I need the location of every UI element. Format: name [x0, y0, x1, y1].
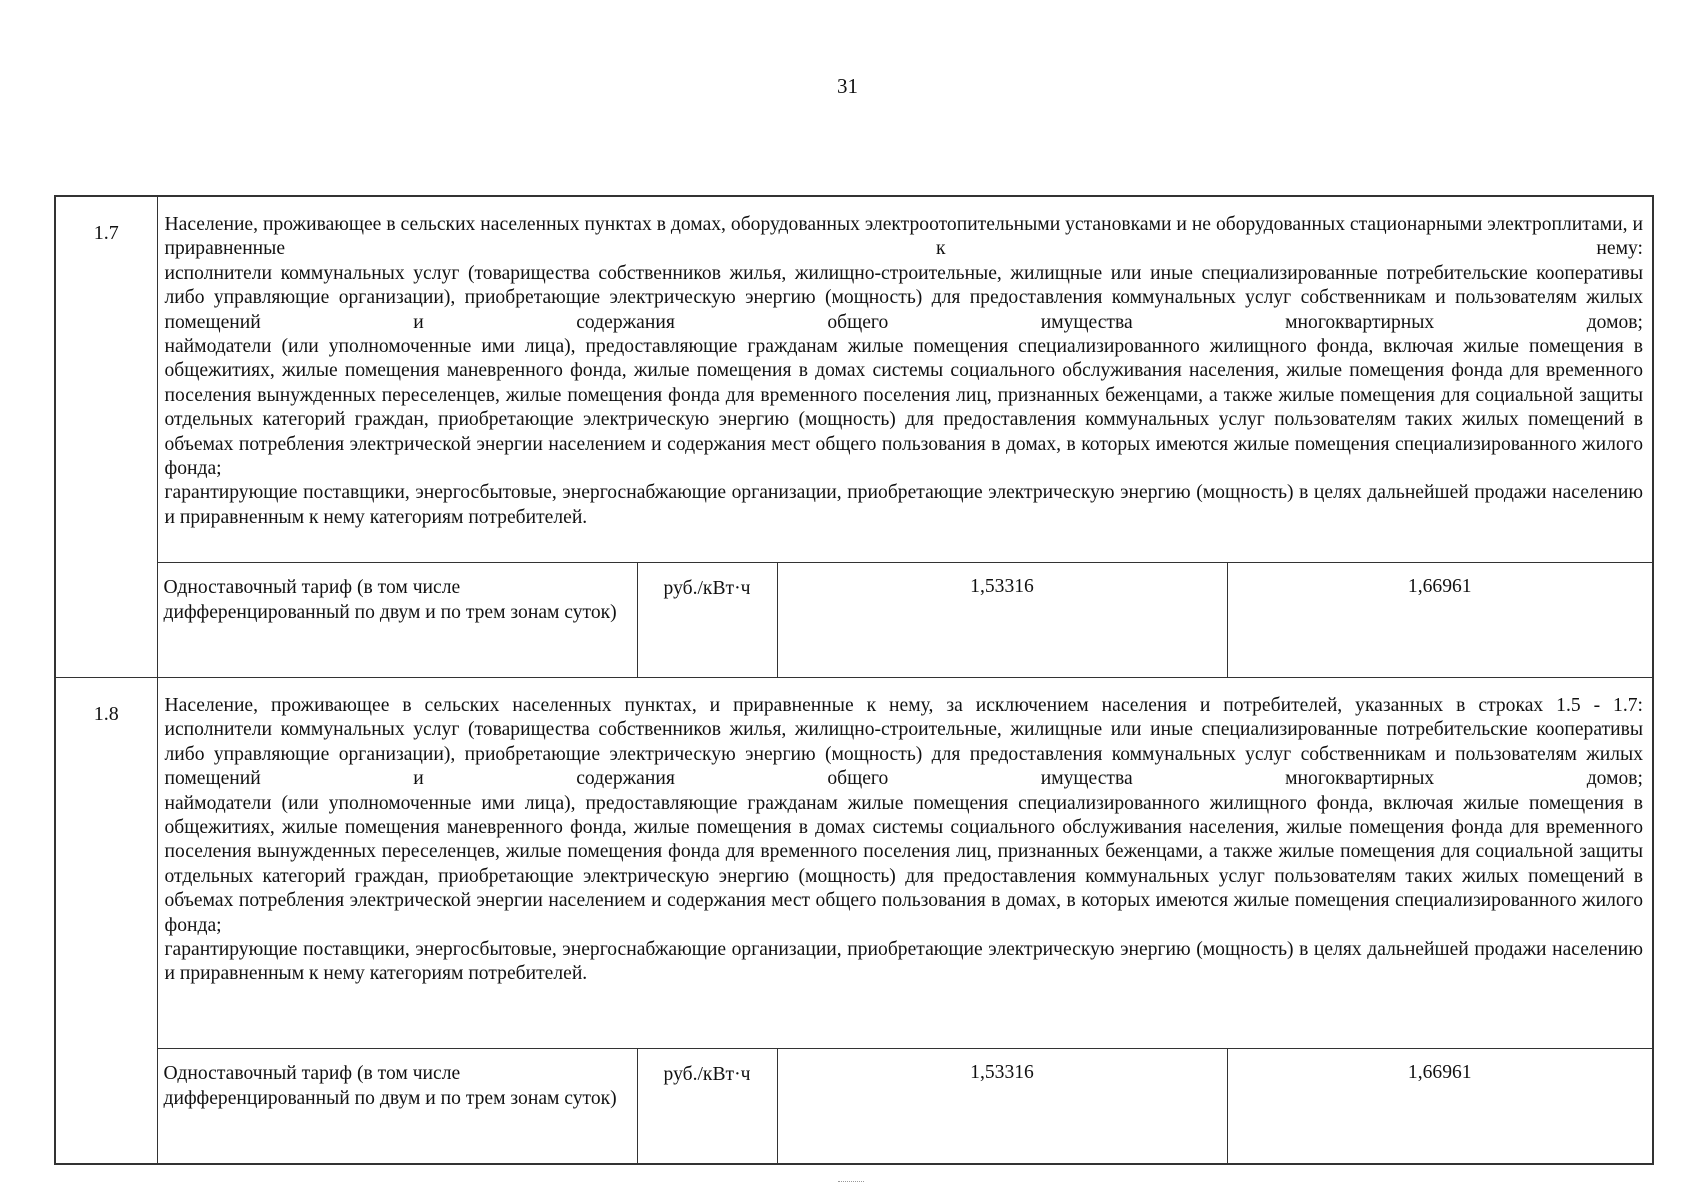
description-paragraph: исполнители коммунальных услуг (товарищества собственников жилья, жилищно-строительные, жилищные или иные специализированные потребительские кооперативы либо управляющие организации), приобретающие электрическую энергию (мощность) для предоставления коммунальных услуг собственникам и пользователям жилых помещений и содержания общего имущества многоквартирных домов; [164, 262, 1643, 333]
table-row [55, 196, 1653, 563]
table-row [55, 1049, 1653, 1165]
description-paragraph: Население, проживающее в сельских населенных пунктах в домах, оборудованных электроотопительными установками и не оборудованных стационарными электроплитами, и приравненные к нему: [164, 214, 1643, 260]
tariff-unit: руб./кВт·ч [637, 1049, 777, 1165]
tariff-value-first-half: 1,53316 [777, 1049, 1227, 1165]
consumer-description [157, 196, 1653, 563]
tariff-value-second-half: 1,66961 [1227, 1049, 1653, 1165]
table-row [55, 563, 1653, 678]
description-paragraph: наймодатели (или уполномоченные ими лица), предоставляющие гражданам жилые помещения специализированного жилищного фонда, включая жилые помещения в общежитиях, жилые помещения маневренного фонда, жилые помещения в домах системы социального обслуживания населения, жилые помещения фонда для временного поселения вынужденных переселенцев, жилые помещения фонда для временного поселения лиц, признанных беженцами, а также жилые помещения для социальной защиты отдельных категорий граждан, приобретающие электрическую энергию (мощность) для предоставления коммунальных услуг пользователям таких жилых помещений в объемах потребления электрической энергии населением и содержания мест общего пользования в домах, в которых имеются жилые помещения специализированного жилого фонда; [164, 792, 1643, 936]
description-paragraph: исполнители коммунальных услуг (товарищества собственников жилья, жилищно-строительные, жилищные или иные специализированные потребительские кооперативы либо управляющие организации), приобретающие электрическую энергию (мощность) для предоставления коммунальных услуг собственникам и пользователям жилых помещений и содержания общего имущества многоквартирных домов; [164, 719, 1643, 790]
description-paragraph: гарантирующие поставщики, энергосбытовые, энергоснабжающие организации, приобретающие электрическую энергию (мощность) в целях дальнейшей продажи населению и приравненным к нему категориям потребителей. [164, 939, 1643, 985]
tariff-table [54, 195, 1654, 1165]
consumer-description [157, 678, 1653, 1049]
tariff-value-first-half: 1,53316 [777, 563, 1227, 678]
scan-artifact [838, 1181, 864, 1185]
description-paragraph: наймодатели (или уполномоченные ими лица), предоставляющие гражданам жилые помещения специализированного жилищного фонда, включая жилые помещения в общежитиях, жилые помещения маневренного фонда, жилые помещения в домах системы социального обслуживания населения, жилые помещения фонда для временного поселения вынужденных переселенцев, жилые помещения фонда для временного поселения лиц, признанных беженцами, а также жилые помещения для социальной защиты отдельных категорий граждан, приобретающие электрическую энергию (мощность) для предоставления коммунальных услуг пользователям таких жилых помещений в объемах потребления электрической энергии населением и содержания мест общего пользования в домах, в которых имеются жилые помещения специализированного жилого фонда; [164, 336, 1643, 480]
description-paragraph: гарантирующие поставщики, энергосбытовые, энергоснабжающие организации, приобретающие электрическую энергию (мощность) в целях дальнейшей продажи населению и приравненным к нему категориям потребителей. [164, 482, 1643, 528]
tariff-label: Одноставочный тариф (в том числе дифференцированный по двум и по трем зонам суток) [157, 563, 637, 678]
tariff-unit: руб./кВт·ч [637, 563, 777, 678]
table-row [55, 678, 1653, 1049]
description-paragraph: Население, проживающее в сельских населенных пунктах, и приравненные к нему, за исключением населения и потребителей, указанных в строках 1.5 - 1.7: [164, 695, 1643, 716]
row-number: 1.8 [55, 678, 157, 1165]
tariff-label: Одноставочный тариф (в том числе дифференцированный по двум и по трем зонам суток) [157, 1049, 637, 1165]
page-number: 31 [837, 74, 858, 98]
tariff-value-second-half: 1,66961 [1227, 563, 1653, 678]
row-number: 1.7 [55, 196, 157, 678]
